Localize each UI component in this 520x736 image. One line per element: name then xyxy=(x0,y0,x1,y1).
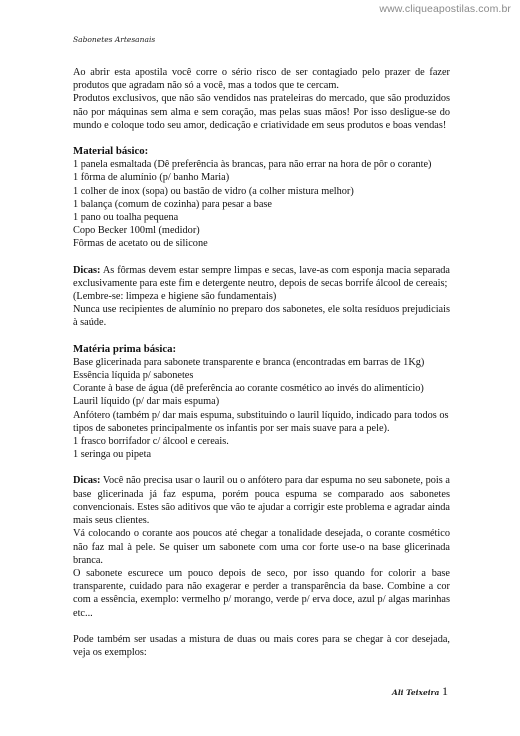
dicas-text: As fôrmas devem estar sempre limpas e secas, lave-as com esponja macia separada exclusivamente para este fim e detergente neutro, depois de secas borrife álcool de cereais; xyxy=(73,264,450,289)
list-item: Essência líquida p/ sabonetes xyxy=(73,370,194,382)
list-item: Fôrmas de acetato ou de silicone xyxy=(73,238,208,250)
list-item: Copo Becker 100ml (medidor) xyxy=(73,225,200,237)
page-number: 1 xyxy=(442,684,448,698)
list-item: 1 frasco borrifador c/ álcool e cereais. xyxy=(73,436,229,448)
running-head: Sabonetes Artesanais xyxy=(73,35,156,44)
list-item: 1 balança (comum de cozinha) para pesar a base xyxy=(73,198,272,210)
material-basico-title: Material básico: xyxy=(73,145,149,158)
list-item: 1 fôrma de alumínio (p/ banho Maria) xyxy=(73,172,230,184)
dicas-corante-paragraph: Vá colocando o corante aos poucos até chegar a tonalidade desejada, o corante cosmético não faz mal à pele. Se quiser um sabonete com uma cor forte use-o na base glicerinada branca. xyxy=(73,528,450,566)
list-item: Anfótero (também p/ dar mais espuma, substituindo o lauril líquido, indicado para todos os tipos de sabonetes principalmente os infantis por ser mais suave para a pele). xyxy=(73,409,449,434)
list-item: Corante à base de água (dê preferência ao corante cosmético ao invés do alimentício) xyxy=(73,383,424,395)
materia-prima-title: Matéria prima básica: xyxy=(73,342,177,355)
list-item: 1 panela esmaltada (Dê preferência às brancas, para não errar na hora de pôr o corante) xyxy=(73,159,432,171)
list-item: 1 seringa ou pipeta xyxy=(73,449,152,461)
list-item: 1 pano ou toalha pequena xyxy=(73,212,179,224)
dicas-aluminium-warning: Nunca use recipientes de alumínio no preparo dos sabonetes, ele solta resíduos prejudiciais à saúde. xyxy=(73,304,450,329)
footer-author: Ali Teixeira xyxy=(392,688,440,697)
site-url[interactable]: www.cliqueapostilas.com.br xyxy=(379,3,511,15)
list-item: Lauril líquido (p/ dar mais espuma) xyxy=(73,396,220,408)
list-item: 1 colher de inox (sopa) ou bastão de vidro (a colher mistura melhor) xyxy=(73,185,354,197)
dicas-reminder: (Lembre-se: limpeza e higiene são fundamentais) xyxy=(73,291,277,303)
dicas-escurece-paragraph: O sabonete escurece um pouco depois de seco, por isso quando for colorir a base transparente, cuidado para não exagerar e perder a transparência da base. Combine a cor com a essência, exemplo: vermelho p/ morango, verde p/ erva doce, azul p/ algas marinhas etc... xyxy=(73,567,450,619)
dicas-paragraph-2 xyxy=(73,474,450,527)
list-item: Base glicerinada para sabonete transparente e branca (encontradas em barras de 1Kg) xyxy=(73,356,425,368)
dicas-paragraph-1 xyxy=(73,264,450,290)
intro-paragraph-2: Produtos exclusivos, que não são vendidos nas prateleiras do mercado, que são produzidos não por máquinas sem alma e sem coração, mas pelas suas mãos! Por isso desligue-se do mundo e coloque todo seu amor, dedicação e criatividade em seus produtos e boas vendas! xyxy=(73,93,450,131)
dicas-label: Dicas: xyxy=(73,475,101,487)
closing-paragraph: Pode também ser usadas a mistura de duas ou mais cores para se chegar à cor desejada, veja os exemplos: xyxy=(73,633,450,658)
document-body xyxy=(73,66,450,659)
intro-paragraph-1: Ao abrir esta apostila você corre o sério risco de ser contagiado pelo prazer de fazer produtos que agradam não só a você, mas a todos que te cercam. xyxy=(73,67,450,92)
dicas-text: Você não precisa usar o lauril ou o anfótero para dar espuma no seu sabonete, pois a base glicerinada já faz espuma, porém pouca espuma se comparado aos sabonetes convencionais. Estes são aditivos que vão te ajudar a corrigir este problema e agradar ainda mais seus clientes. xyxy=(73,475,450,527)
dicas-label: Dicas: xyxy=(73,264,101,276)
